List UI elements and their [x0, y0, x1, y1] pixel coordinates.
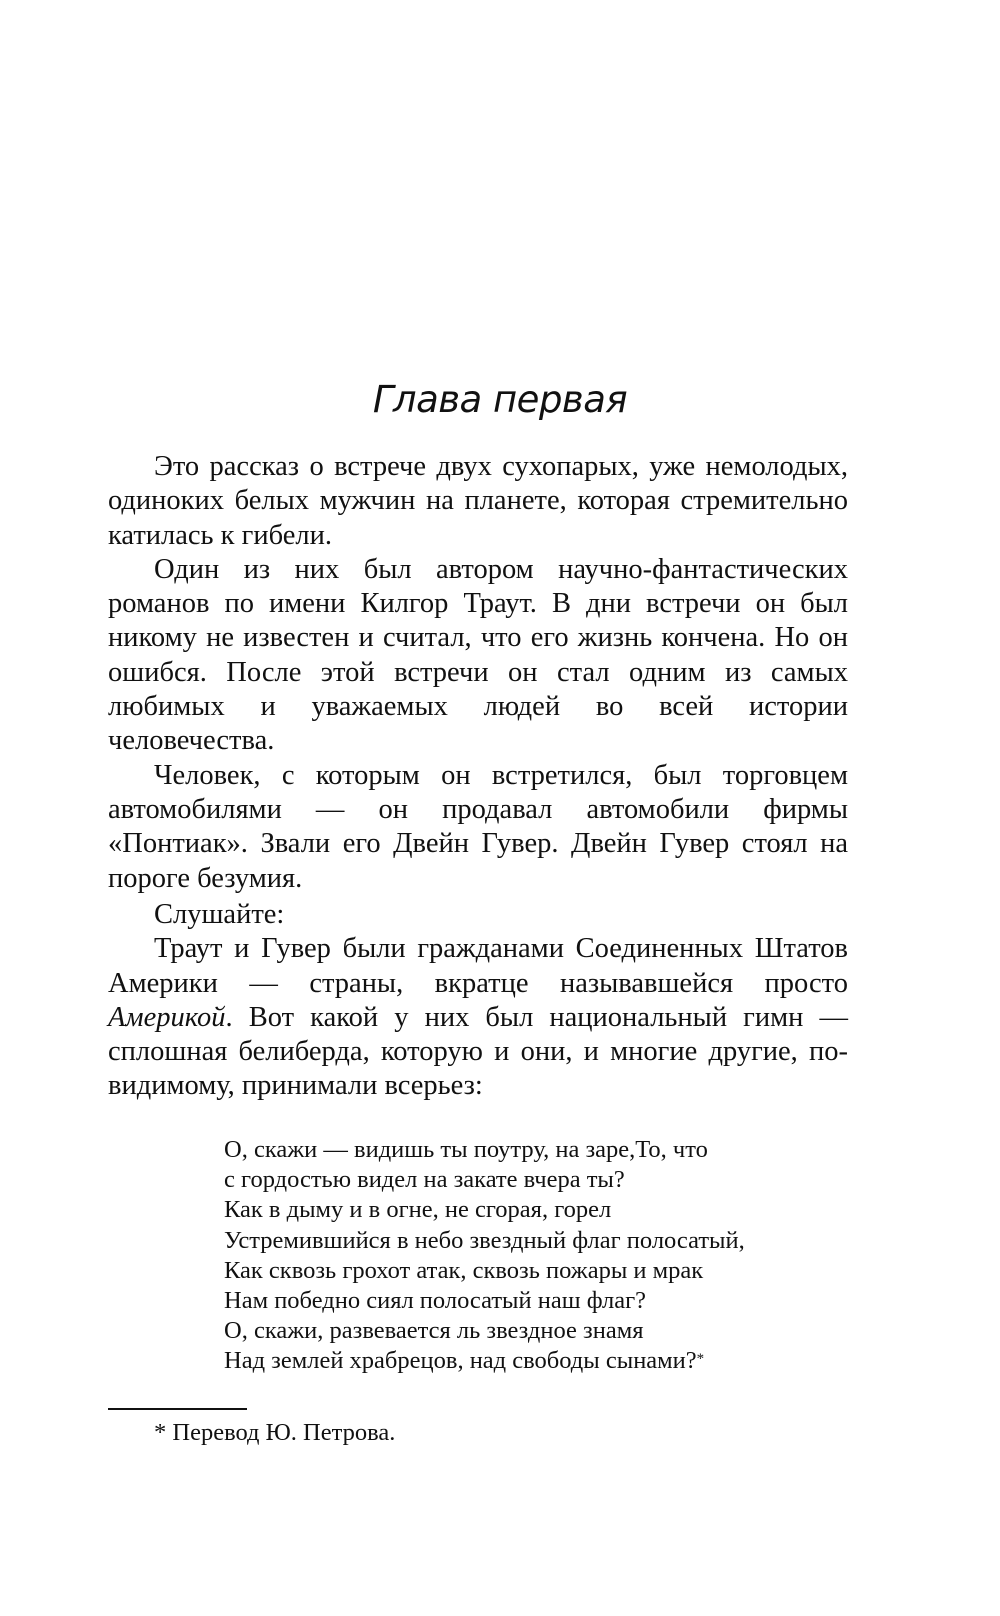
- paragraph-hoover: Человек, с которым он встретился, был торговцем автомобилями — он продавал автомобили фирмы «Понтиак». Звали его Двейн Гувер. Двейн Гувер стоял на пороге безумия.: [108, 759, 848, 894]
- chapter-body-part-1: [108, 450, 848, 896]
- anthem-intro-text-end: . Вот какой у них был национальный гимн — сплошная белиберда, которую и они, и многие другие, по-видимому, принимали всерьез:: [108, 1001, 848, 1102]
- poem-line: Устремившийся в небо звездный флаг полосатый,: [224, 1226, 745, 1254]
- poem-line: Как сквозь грохот атак, сквозь пожары и мрак: [224, 1256, 704, 1284]
- paragraph-trout: Один из них был автором научно-фантастических романов по имени Килгор Траут. В дни встречи он был никому не известен и считал, что его жизнь кончена. Но он ошибся. После этой встречи он стал одним из самых любимых и уважаемых людей во всей истории человечества.: [108, 553, 848, 757]
- footnote-reference-mark: *: [696, 1351, 705, 1368]
- poem-line-last: [224, 1346, 844, 1376]
- paragraph-listen: Слушайте:: [154, 899, 285, 930]
- footnote-translation-credit: * Перевод Ю. Петрова.: [154, 1419, 396, 1446]
- anthem-intro-text-start: Траут и Гувер были гражданами Соединенных Штатов Америки — страны, вкратце называвшейся просто: [108, 933, 848, 999]
- paragraph-intro: Это рассказ о встрече двух сухопарых, уже немолодых, одиноких белых мужчин на планете, которая стремительно катилась к гибели.: [108, 451, 848, 551]
- anthem-poem: [224, 1135, 844, 1377]
- poem-line: О, скажи — видишь ты поутру, на заре,То, что: [224, 1136, 708, 1163]
- paragraph-anthem-intro: [108, 932, 848, 1103]
- poem-line: Как в дыму и в огне, не сгорая, горел: [224, 1196, 612, 1224]
- anthem-intro-italic-america: Америкой: [108, 1001, 226, 1033]
- chapter-body-part-2: [108, 898, 848, 1104]
- chapter-title: Глава первая: [372, 378, 628, 421]
- poem-line: Нам победно сиял полосатый наш флаг?: [224, 1287, 647, 1315]
- poem-line: О, скажи, развевается ль звездное знамя: [224, 1317, 644, 1345]
- poem-line-last-text: Над землей храбрецов, над свободы сынами?: [224, 1347, 697, 1375]
- poem-line: с гордостью видел на закате вчера ты?: [224, 1166, 625, 1194]
- footnote-divider: [108, 1408, 247, 1410]
